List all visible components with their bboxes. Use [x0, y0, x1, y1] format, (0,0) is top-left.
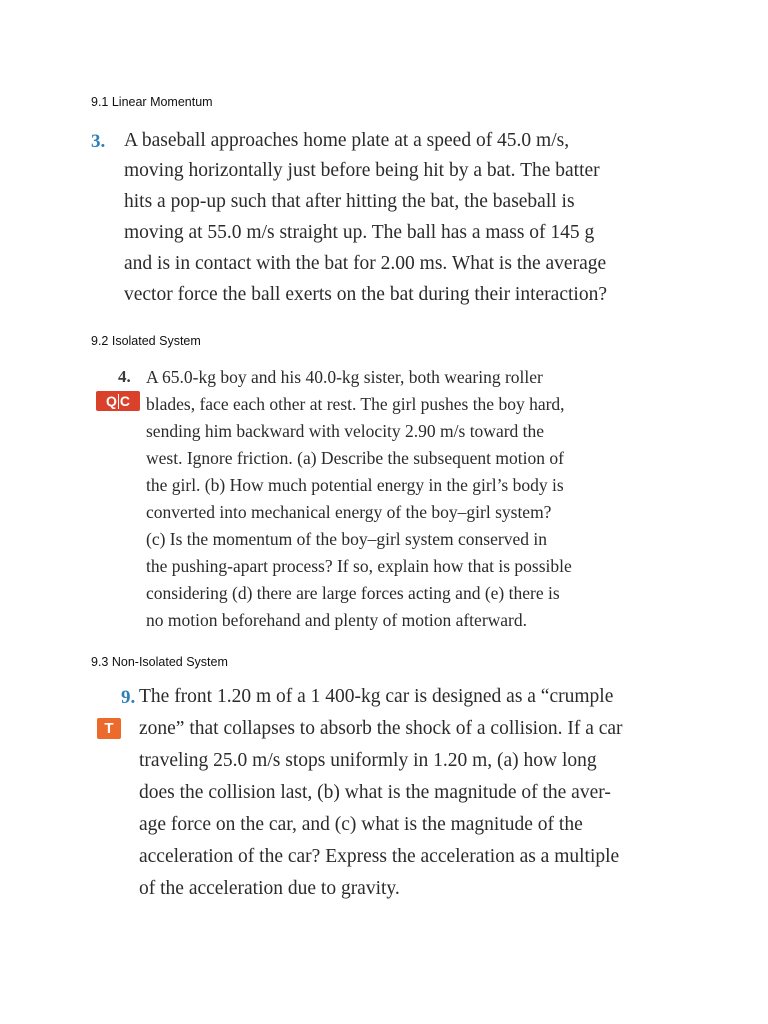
problem-9-line: zone” that collapses to absorb the shock of a collision. If a car — [139, 718, 623, 739]
problem-9-line: of the acceleration due to gravity. — [139, 878, 400, 899]
problem-4-line: the girl. (b) How much potential energy in the girl’s body is — [146, 475, 564, 495]
problem-3-line: moving at 55.0 m/s straight up. The ball has a mass of 145 g — [124, 222, 595, 243]
section-heading-linear-momentum: 9.1 Linear Momentum — [91, 95, 213, 109]
problem-4-line: blades, face each other at rest. The girl pushes the boy hard, — [146, 394, 565, 414]
problem-3-line: hits a pop-up such that after hitting the bat, the baseball is — [124, 191, 575, 212]
problem-4-line: sending him backward with velocity 2.90 m/s toward the — [146, 421, 545, 441]
qc-badge-divider — [118, 394, 119, 409]
problem-4-line: no motion beforehand and plenty of motion afterward. — [146, 610, 528, 630]
problem-number-3: 3. — [91, 131, 106, 152]
problem-3-line: and is in contact with the bat for 2.00 ms. What is the average — [124, 253, 607, 274]
problem-9-line: acceleration of the car? Express the acceleration as a multiple — [139, 846, 620, 867]
problem-3-line: vector force the ball exerts on the bat during their interaction? — [124, 284, 607, 305]
problem-4-line: A 65.0-kg boy and his 40.0-kg sister, both wearing roller — [146, 367, 543, 387]
problem-4-line: converted into mechanical energy of the boy–girl system? — [146, 502, 552, 522]
qc-badge-icon — [96, 391, 140, 411]
t-badge-icon: T — [97, 718, 121, 739]
problem-4-line: (c) Is the momentum of the boy–girl system conserved in — [146, 529, 547, 549]
problem-9-line: traveling 25.0 m/s stops uniformly in 1.20 m, (a) how long — [139, 750, 597, 771]
problem-number-9: 9. — [121, 687, 136, 708]
problem-number-4: 4. — [118, 367, 131, 386]
problem-3-line: moving horizontally just before being hit by a bat. The batter — [124, 160, 600, 181]
problem-9-line: age force on the car, and (c) what is the magnitude of the — [139, 814, 583, 835]
problem-4-line: west. Ignore friction. (a) Describe the subsequent motion of — [146, 448, 564, 468]
problem-9-line: The front 1.20 m of a 1 400-kg car is designed as a “crumple — [139, 686, 614, 707]
section-heading-non-isolated-system: 9.3 Non-Isolated System — [91, 655, 228, 669]
qc-badge-q: Q — [105, 393, 117, 409]
section-heading-isolated-system: 9.2 Isolated System — [91, 334, 201, 348]
problem-4-line: the pushing-apart process? If so, explain how that is possible — [146, 556, 572, 576]
problem-3-line: A baseball approaches home plate at a speed of 45.0 m/s, — [124, 130, 570, 151]
problem-9-line: does the collision last, (b) what is the magnitude of the aver- — [139, 782, 611, 803]
problem-4-line: considering (d) there are large forces acting and (e) there is — [146, 583, 560, 603]
qc-badge-c: C — [119, 393, 130, 409]
